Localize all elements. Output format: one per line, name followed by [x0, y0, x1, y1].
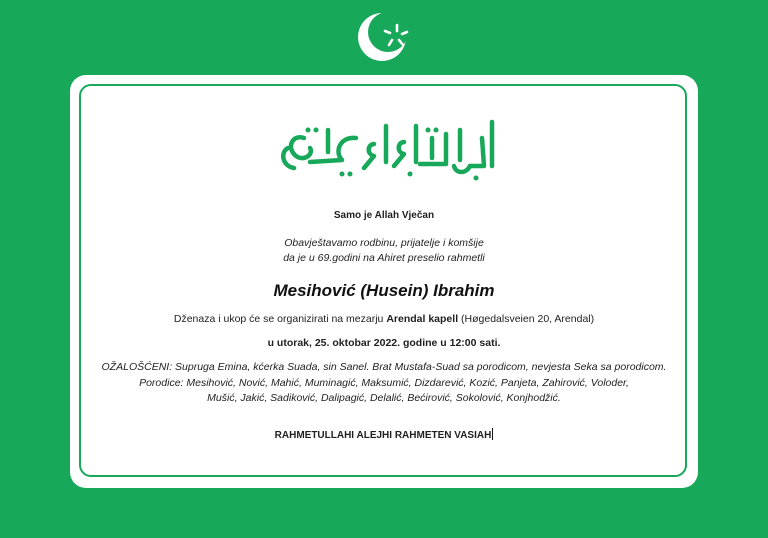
motto: Samo je Allah Vječan	[333, 210, 435, 221]
arabic-calligraphy	[270, 108, 510, 188]
closing-text: RAHMETULLAHI ALEJHI RAHMETEN VASIAH	[274, 430, 492, 441]
mourners-line-3: Mušić, Jakić, Sadiković, Dalipagić, Delalić, Bećirović, Sokolović, Konjhodžić.	[207, 392, 561, 404]
intro-line-2: da je u 69.godini na Ahiret preselio rahmetli	[283, 252, 485, 264]
mourners-line-2: Porodice: Mesihović, Nović, Mahić, Muminagić, Maksumić, Dizdarević, Kozić, Panjeta, Zahirović, Voloder,	[139, 376, 629, 389]
closing-prayer[interactable]	[0, 428, 768, 441]
mourners-line-1: OŽALOŠĆENI: Supruga Emina, kćerka Suada, sin Sanel. Brat Mustafa-Suad sa porodicom, nevjesta Seka sa porodicom.	[101, 361, 667, 373]
funeral-place: Arendal kapell	[386, 313, 459, 325]
funeral-address: (Høgedalsveien 20, Arendal)	[461, 313, 595, 325]
funeral-prefix: Dženaza i ukop će se organizirati na mezarju	[173, 313, 384, 325]
crescent-and-star-icon	[352, 8, 416, 66]
text-cursor	[492, 428, 493, 440]
mourners-list	[0, 360, 768, 407]
funeral-date-time: u utorak, 25. oktobar 2022. godine u 12:00 sati.	[267, 337, 501, 349]
intro-line-1: Obavještavamo rodbinu, prijatelje i komšije	[284, 237, 484, 249]
deceased-name: Mesihović (Husein) Ibrahim	[273, 281, 495, 300]
funeral-info	[0, 313, 768, 325]
